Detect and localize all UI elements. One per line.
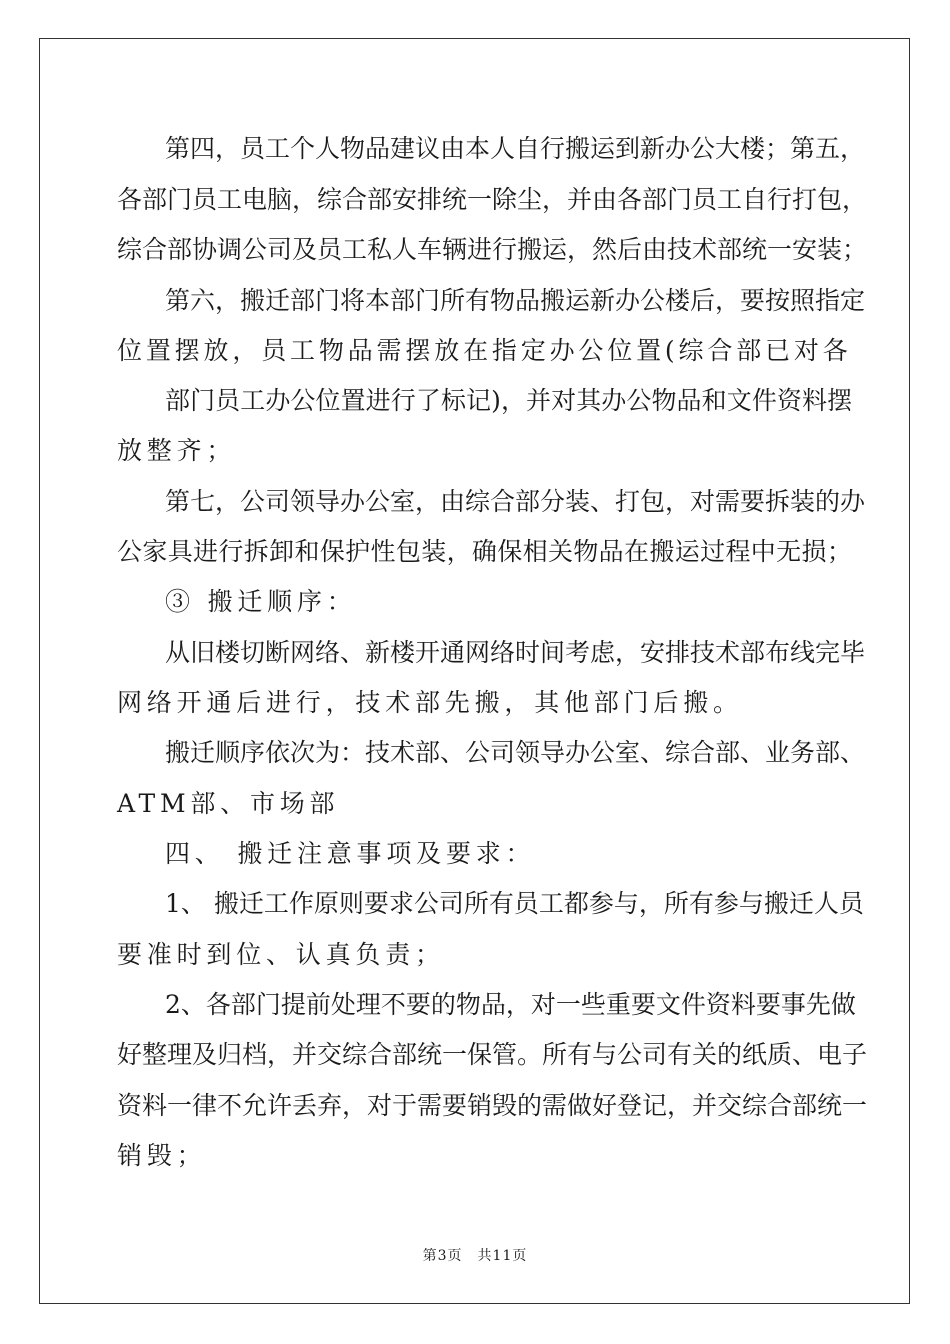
text-line-20: 资料一律不允许丢弃，对于需要销毁的需做好登记，并交综合部统一 bbox=[117, 1091, 868, 1120]
text-line-6: 部门员工办公位置进行了标记)，并对其办公物品和文件资料摆 bbox=[165, 386, 853, 415]
text-line-3: 综合部协调公司及员工私人车辆进行搬运，然后由技术部统一安装； bbox=[117, 235, 868, 264]
text-line-13: 搬迁顺序依次为：技术部、公司领导办公室、综合部、业务部、 bbox=[165, 738, 866, 767]
page-number-footer: 第3页 共11页 bbox=[422, 1248, 528, 1264]
text-line-5: 位置摆放，员工物品需摆放在指定办公位置(综合部已对各 bbox=[117, 336, 852, 365]
text-line-15: 四、 搬迁注意事项及要求： bbox=[165, 839, 536, 868]
text-line-4: 第六，搬迁部门将本部门所有物品搬运新办公楼后，要按照指定 bbox=[165, 286, 866, 315]
text-line-7: 放整齐； bbox=[117, 436, 237, 465]
text-line-14: ATM部、市场部 bbox=[117, 789, 340, 818]
text-line-21: 销毁； bbox=[117, 1141, 207, 1170]
text-line-17: 要准时到位、认真负责； bbox=[117, 940, 445, 969]
text-line-9: 公家具进行拆卸和保护性包装，确保相关物品在搬运过程中无损； bbox=[117, 537, 853, 566]
text-line-16: 1、 搬迁工作原则要求公司所有员工都参与，所有参与搬迁人员 bbox=[165, 889, 864, 918]
text-line-8: 第七，公司领导办公室，由综合部分装、打包，对需要拆装的办 bbox=[165, 487, 866, 516]
text-line-1: 第四，员工个人物品建议由本人自行搬运到新办公大楼；第五， bbox=[165, 134, 866, 163]
text-line-2: 各部门员工电脑，综合部安排统一除尘，并由各部门员工自行打包， bbox=[117, 185, 868, 214]
text-line-12: 网络开通后进行，技术部先搬，其他部门后搬。 bbox=[117, 688, 743, 717]
text-line-19: 好整理及归档，并交综合部统一保管。所有与公司有关的纸质、电子 bbox=[117, 1040, 868, 1069]
text-line-10: ③ 搬迁顺序： bbox=[165, 587, 357, 616]
text-line-18: 2、各部门提前处理不要的物品，对一些重要文件资料要事先做 bbox=[165, 990, 856, 1019]
text-line-11: 从旧楼切断网络、新楼开通网络时间考虑，安排技术部布线完毕 bbox=[165, 638, 866, 667]
